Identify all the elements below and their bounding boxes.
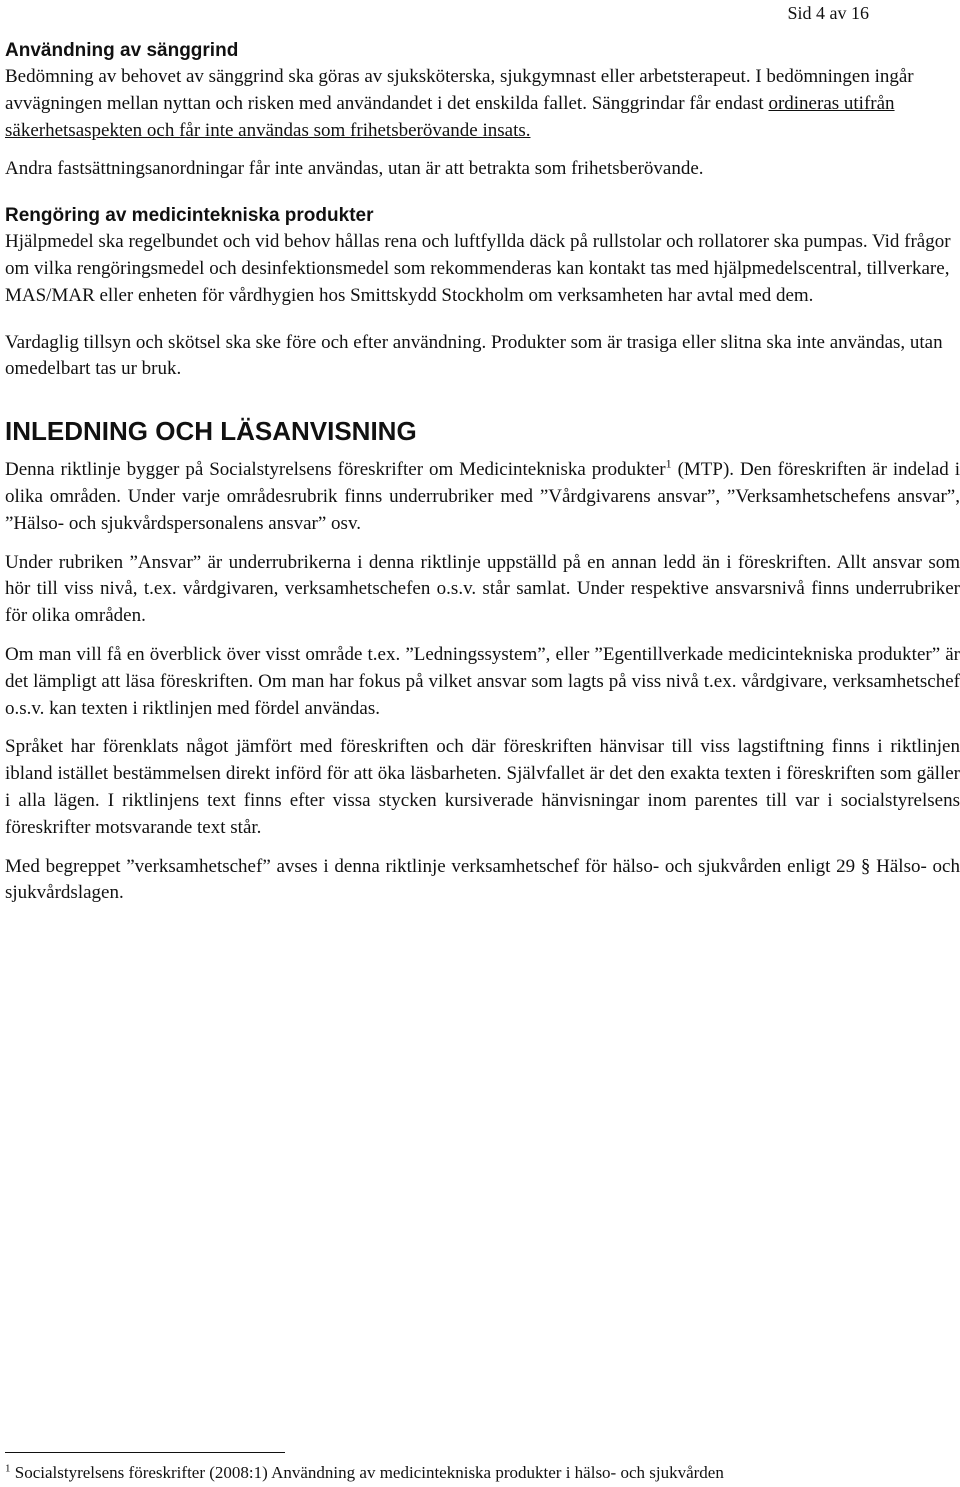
section-heading-sanggrind: Användning av sänggrind <box>5 40 239 61</box>
paragraph-tillsyn <box>5 330 960 384</box>
footnote <box>5 1462 724 1484</box>
text-run: Produkter som är trasiga eller slitna ska inte användas, utan omedelbart tas ur bruk. <box>5 331 943 380</box>
paragraph-inledning-5: Med begreppet ”verksamhetschef” avses i denna riktlinje verksamhetschef för hälso- och sjukvården enligt 29 § Hälso- och sjukvårdslagen. <box>5 855 960 904</box>
paragraph-rengoring <box>5 229 960 309</box>
text-run: Bedömning av behovet av sänggrind ska göras av sjuksköterska, sjukgymnast eller arbetsterapeut. I bedömningen ingår avvägningen mellan nyttan och risken med användandet i det enskilda fallet. Sänggrindar får endast <box>5 66 914 114</box>
paragraph-sanggrind-assessment <box>5 64 960 144</box>
paragraph-inledning-1 <box>5 457 960 537</box>
paragraph-inledning-4: Språket har förenklats något jämfört med föreskriften och där föreskriften hänvisar till viss lagstiftning finns i riktlinjen ibland istället bestämmelsen direkt införd för att öka läsbarheten. Självfallet är det den exakta texten i föreskriften som gäller i alla lägen. I riktlinjens text finns efter vissa stycken kursiverade hänvisningar inom parentes till var i socialstyrelsens föreskrifter motsvarande text står. <box>5 736 960 838</box>
page-number: Sid 4 av 16 <box>787 3 869 23</box>
section-heading-rengoring: Rengöring av medicintekniska produkter <box>5 205 374 227</box>
footnote-text: Socialstyrelsens föreskrifter (2008:1) Användning av medicintekniska produkter i hälso- och sjukvården <box>10 1463 724 1482</box>
text-run: Hjälpmedel ska regelbundet och vid behov hållas rena och luftfyllda däck på rullstolar och rollatorer ska pumpas. <box>5 231 868 253</box>
text-run: Denna riktlinje bygger på Socialstyrelsens föreskrifter om Medicintekniska produkter <box>5 459 666 481</box>
section-heading-inledning: INLEDNING OCH LÄSANVISNING <box>5 416 417 447</box>
document-body <box>5 38 960 907</box>
text-run: Vid frågor om vilka rengöringsmedel och desinfektionsmedel som rekommenderas kan kontakt tas med hjälpmedelscentral, tillverkare, MAS/MAR eller enheten för vårdhygien hos Smittskydd Stockholm om verksamheten har avtal med dem. <box>5 231 951 306</box>
text-run: Vardaglig tillsyn och skötsel ska ske före och efter användning. <box>5 331 487 353</box>
paragraph-inledning-3: Om man vill få en överblick över visst område t.ex. ”Ledningssystem”, eller ”Egentillverkade medicintekniska produkter” är det lämpligt att läsa föreskriften. Om man har fokus på vilket ansvar som lagts på viss nivå t.ex. vårdgivare, verksamhetschef o.s.v. kan texten i riktlinjen med fördel användas. <box>5 643 960 719</box>
footnote-divider <box>5 1452 285 1453</box>
underlined-text: ordineras utifrån säkerhetsaspekten och får inte användas som frihetsberövande insats. <box>5 92 895 141</box>
footnote-reference[interactable]: 1 <box>665 456 672 471</box>
paragraph-inledning-2: Under rubriken ”Ansvar” är underrubrikerna i denna riktlinje uppställd på en annan ledd än i föreskriften. Allt ansvar som hör till viss nivå, t.ex. vårdgivaren, verksamhetschefen o.s.v. står samlat. Under respektive ansvarsnivå finns underrubriker för olika områden. <box>5 551 960 627</box>
footnote-number: 1 <box>5 1462 11 1475</box>
paragraph-fastsattning: Andra fastsättningsanordningar får inte användas, utan är att betrakta som frihetsberövande. <box>5 158 704 180</box>
text-run: (MTP). Den föreskriften är indelad i olika områden. Under varje områdesrubrik finns underrubriker med ”Vårdgivarens ansvar”, ”Verksamhetschefens ansvar”, ”Hälso- och sjukvårdspersonalens ansvar” osv. <box>5 459 960 534</box>
